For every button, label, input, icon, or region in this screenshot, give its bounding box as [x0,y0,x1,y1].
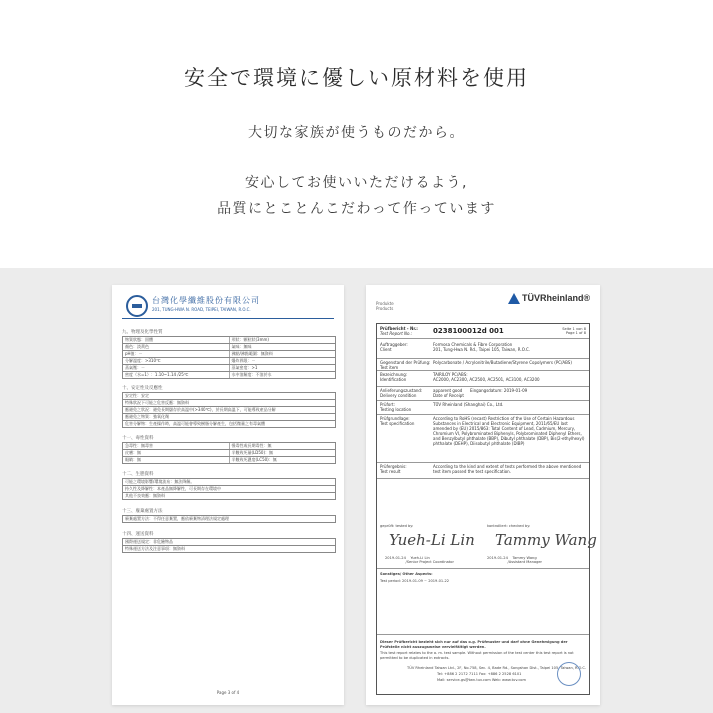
table-row [123,457,335,464]
table-cell: 眼睛：無 [123,457,230,463]
report-label: Prüfbericht - Nr.: [380,326,418,331]
report-row-label: Gegenstand der Prüfung: Test item [380,360,431,370]
company-address: 201, TUNG-HWA N. ROAD, TEIPEI, TAIWAN, R.O.C. [152,307,251,312]
table-cell: 半數致死量(LD50)：無 [231,449,274,455]
divider [122,318,334,319]
table-cell: 其他不良效應：無資料 [125,493,165,498]
subtext-line-2: 安心してお使いいただけるよう, [245,175,468,191]
report-header-row [377,324,589,339]
footer-en: This test report relates to the a. m. test sample. Without permission of the test center this test report is not permitted to be duplicated in extracts. [380,651,574,660]
report-row [377,400,589,415]
table-row [123,443,335,450]
table-row [123,450,335,457]
table-cell: 特殊運送方法及注意事項：無資料 [125,546,185,551]
page-info: Seite 1 von 8 Page 1 of 8 [562,327,586,335]
table-cell: 爆炸界限：－ [231,358,256,363]
page-number: Page 3 of 4 [216,690,240,695]
table-cell: 廢棄處置方法：不得任意棄置，應依廢棄物清理法規定處理 [125,515,229,521]
section-title: 九、物理及化學性質 [122,330,163,335]
checker-info: 2019-01-24 Tammy Wang /Assistant Manager [487,556,543,564]
other-aspects-label: Sonstiges/ Other Aspects: [380,572,433,576]
table-cell: 物質狀態：固體 [123,337,230,343]
report-row [377,386,589,401]
table-cell: 密度（水=1）：1.10~1.14 /25℃ [123,372,230,378]
footer-phone: Tel: +886 2 2172 7111 Fax: +886 2 2528 6101 [437,672,522,676]
report-frame [376,323,597,695]
table-cell: 分解溫度：>310℃ [123,358,230,364]
footer-de: Dieser Prüfbericht bezieht sich nur auf das o.g. Prüfmuster und darf ohne Genehmigung der Prüfstelle nicht auszugsweise vervielfältigt werden. [380,640,568,649]
table-cell: 皮膚：無 [123,450,230,456]
table-cell: 危害分解物：生產操作時，高溫可能會導致樹脂分解產生，包括微量之有毒氣體 [125,421,265,426]
footer-web: Mail: service-gs@twn.tuv.com Web: www.tuv.com [437,678,527,682]
table-row [123,407,335,414]
tester-info: 2019-01-24 Yueh-Li Lin /Senior Project Coordinator [385,556,454,564]
checked-by-label: kontrolliert: checked by: [487,524,531,528]
table-cell: 可能之環境影響/環境流布：無法降解。 [125,479,195,484]
footer-address: TÜV Rheinland Taiwan Ltd., 2F, No.758, Sec. 4, Bade Rd., Songshan Dist., Taipei 105, Taiwan, R.O.C. [407,666,587,670]
section-title: 十三、廢棄處置方法 [122,508,163,514]
table-cell: 形狀：顆粒狀(3mm) [231,337,269,342]
table-row [123,493,335,500]
tuv-brand: TÜVRheinland® [522,293,591,303]
report-row [377,462,589,479]
report-row-value: Formosa Chemicals & Fibre Corporation 201, Tung-Hwa N. Rd., Taipei 105, Taiwan, R.O.C. [433,342,531,352]
section-title: 十一、毒性資料 [122,435,154,441]
report-row-label: Prüfergebnis: Test result [380,464,407,474]
table-row [123,546,335,553]
section-table [122,478,336,500]
section-table [122,392,336,428]
report-row-label: Auftraggeber: Client [380,342,408,352]
table-row [123,539,335,546]
signature-tester: Yueh-Li Lin [389,531,475,549]
table-row [123,372,335,379]
table-row [123,358,335,365]
report-row-label: Prüfgrundlage: Test specification [380,416,415,426]
table-cell: 蒸氣壓：－ [123,365,230,371]
document-panel [0,268,713,713]
section-table [122,336,336,379]
report-row-label: Bezeichnung: Identification [380,372,408,382]
report-row-value: According to RoHS (recast) Restriction of the Use of Certain Hazardous Substances in Electrical and Electronic Equipment, 2011/65/EU last amended by (EU) 2015/863: Total Content of Lead, Cadmium, Mercury, Chromium VI, Polybrominated Biphenyls, Polybrominated Diphenyl Ethers, and Benzylbutyl phthalate (BBP), Dibutyl phthalate (DBP), Bis(2-ethylhexyl) phthalate (DEHP), Diisobutyl phthalate (DIBP) [433,416,586,446]
section-title: 十二、生態資料 [122,472,154,477]
table-row [123,344,335,351]
report-row-value: Polycarbonate / Acrylonitrile/Butadiene/Styrene Copolymers (PC/ABS) [433,360,572,365]
report-sublabel: Test Report No.: [380,331,413,336]
subtext-line-3: 品質にとことんこだわって作っています [217,201,496,217]
table-row [123,414,335,421]
msds-document [112,285,344,705]
table-row [123,479,335,486]
report-row [377,414,589,463]
signature-checker: Tammy Wang [495,531,597,549]
report-row-label: Anlieferungszustand: Delivery condition [380,388,423,398]
report-row-label: Prüfort: Testing location [380,402,412,412]
headline: 安全で環境に優しい原材料を使用 [184,66,529,90]
table-cell: 特殊狀況下可能之危害反應：無資料 [125,400,189,405]
table-cell: pH值：－ [123,351,230,357]
table-cell: 蒸氣密度：>1 [231,365,258,370]
table-cell: 持久性及降解性：本產品無降解性，可長期存在環境中 [125,486,221,491]
company-name: 台灣化學纖維股份有限公司 [152,296,260,305]
table-cell: 應避免之狀況：避免長期儲存於高溫中(>340℃)，於長期高溫下，可能導致產品分解 [125,407,276,412]
table-cell: 急毒性：無毒害 [123,443,230,449]
table-row [123,421,335,428]
table-row [123,393,335,400]
report-row [377,340,589,359]
table-cell: 水中溶解度：不溶於水 [231,372,272,377]
products-label: Produkte Products [376,301,394,311]
certification-seal-icon [557,662,581,686]
table-cell: 安定性：安定 [125,393,149,398]
report-row-value: According to the kind and extent of tests performed the above mentioned test item passed the test specification. [433,464,583,474]
table-cell: 應避免之物質：強氧化劑 [125,414,169,419]
report-row [377,370,589,387]
tuv-logo-icon [508,293,520,304]
section-table [122,442,336,464]
table-row [123,365,335,372]
section-title: 十、安定性及反應性 [122,386,163,391]
test-report-document [366,285,600,705]
divider [377,634,589,635]
report-row-value: TAIRILOY PC/ABS: AC2000, AC2300, AC2500, AC2501, AC3100, AC3200 [433,372,540,382]
company-logo-icon [126,295,148,317]
tested-by-label: geprüft: tested by: [380,524,414,528]
table-row [123,400,335,407]
section-table [122,515,336,523]
table-row [123,516,335,523]
table-cell: 顏色：淡黃色 [123,344,230,350]
section-table [122,538,336,553]
table-cell: 沸點/沸點範圍：無資料 [231,351,273,356]
table-row [123,337,335,344]
table-row [123,351,335,358]
report-number: 0238100012d 001 [433,327,504,335]
test-period: Test period: 2019-01-09 ~ 2019-01-22 [380,579,450,583]
table-cell: 半數致死濃度(LC50)：無 [231,456,277,462]
table-cell: 慢毒性或長期毒性：無 [231,442,272,448]
table-cell: 國際運送規定：非危險物品 [125,539,173,544]
report-row-value: apparent good Eingangsdatum: 2019-01-09 Date of Receipt [433,388,528,398]
table-row [123,486,335,493]
table-cell: 氣味：無味 [231,344,252,349]
subtext-line-1: 大切な家族が使うものだから。 [248,125,465,141]
report-row-value: TÜV Rheinland (Shanghai) Co., Ltd. [433,402,504,407]
divider [377,568,589,569]
section-title: 十四、運送資料 [122,532,154,537]
